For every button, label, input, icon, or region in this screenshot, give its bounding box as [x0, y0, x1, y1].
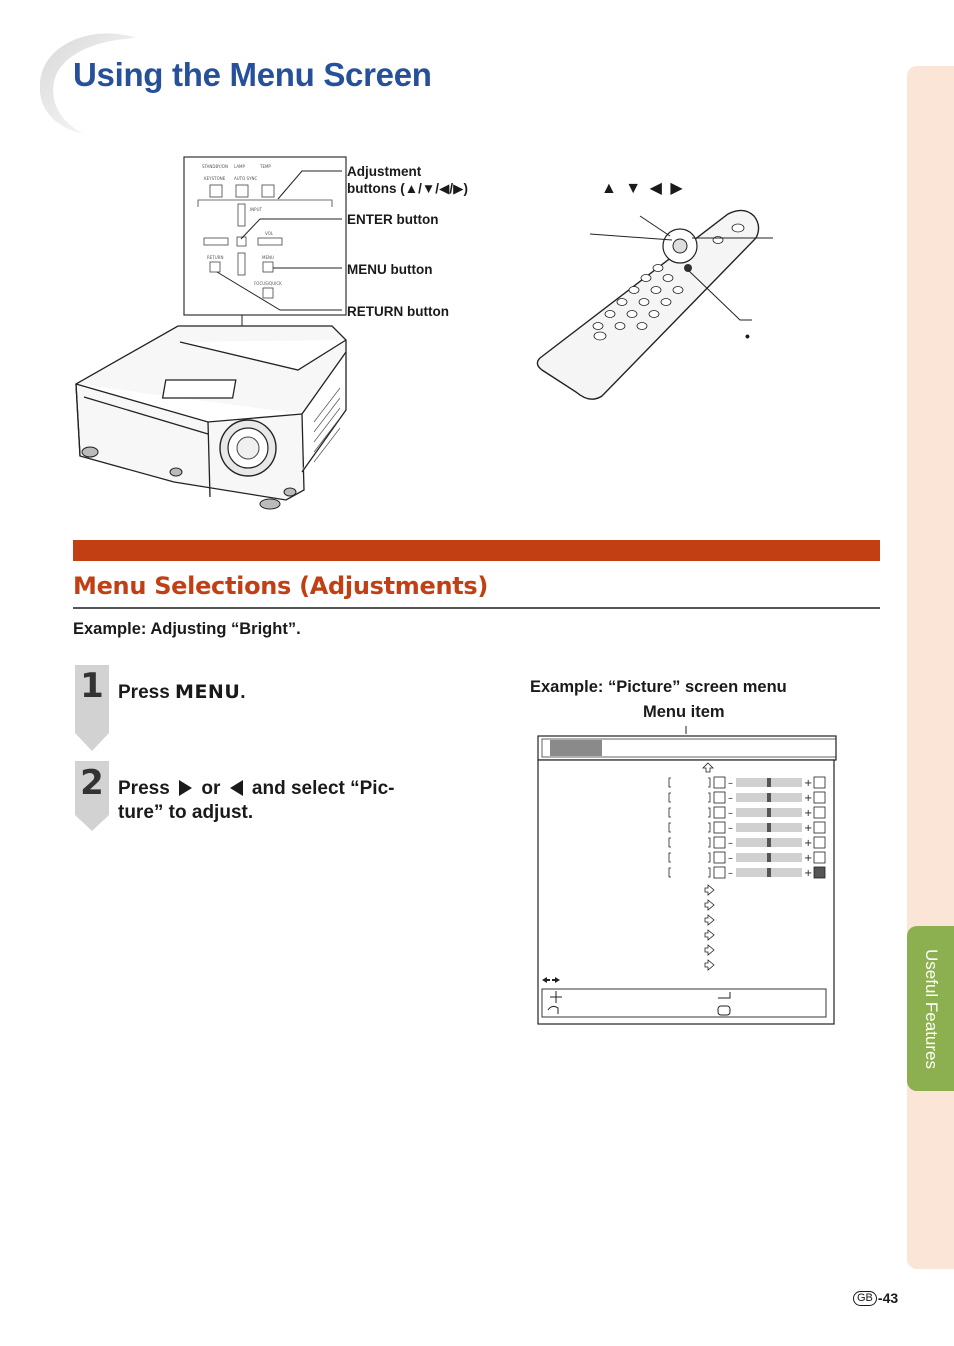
slider-knob[interactable] — [767, 838, 771, 847]
max-icon — [814, 807, 825, 818]
panel-menu-label: MENU — [262, 255, 274, 260]
panel-standby-label: STANDBY/ON — [202, 164, 228, 169]
max-icon — [814, 852, 825, 863]
max-icon — [814, 867, 825, 878]
menu-button-label: MENU button — [347, 262, 433, 277]
menu-tab-picture[interactable] — [550, 740, 602, 756]
return-button-label: RETURN button — [347, 304, 449, 319]
minus-sign: – — [728, 793, 733, 804]
min-icon — [714, 792, 725, 803]
plus-sign: + — [804, 853, 813, 864]
step-1-text — [118, 680, 246, 705]
section-color-bar — [73, 540, 880, 561]
step-1-menu-key: MENU — [175, 681, 241, 703]
menu-key-icon — [718, 1006, 730, 1015]
panel-return-label: RETURN — [207, 255, 224, 260]
step-1-prefix: Press — [118, 682, 176, 703]
minus-sign: – — [728, 778, 733, 789]
max-icon — [814, 822, 825, 833]
max-icon — [814, 792, 825, 803]
max-icon — [814, 777, 825, 788]
step-2-number: 2 — [80, 763, 104, 803]
min-icon — [714, 852, 725, 863]
panel-input-label: INPUT — [250, 207, 262, 212]
slider-knob[interactable] — [767, 853, 771, 862]
slider-knob[interactable] — [767, 808, 771, 817]
min-icon — [714, 837, 725, 848]
plus-sign: + — [804, 823, 813, 834]
panel-vol-label: VOL — [265, 231, 274, 236]
panel-freeze-label: FOCUS/QUICK — [254, 281, 282, 286]
side-tab-label: Useful Features — [922, 948, 941, 1069]
section-rule — [73, 607, 880, 609]
page-title: Using the Menu Screen — [73, 56, 432, 93]
plus-sign: + — [804, 868, 813, 879]
left-arrow-icon — [230, 780, 243, 796]
panel-temp-label: TEMP — [260, 164, 271, 169]
section-title: Menu Selections (Adjustments) — [73, 572, 489, 600]
minus-sign: – — [728, 808, 733, 819]
panel-autosync-label: AUTO SYNC — [234, 176, 258, 181]
step-2-press: Press — [118, 778, 170, 799]
step-1-suffix: . — [240, 682, 246, 703]
slider-knob[interactable] — [767, 793, 771, 802]
right-arrow-icon — [179, 780, 192, 796]
plus-sign: + — [804, 778, 813, 789]
slider-knob[interactable] — [767, 868, 771, 877]
remote-bullet: • — [745, 328, 750, 344]
minus-sign: – — [728, 868, 733, 879]
panel-lamp-label: LAMP — [234, 164, 245, 169]
minus-sign: – — [728, 838, 733, 849]
step-2-line2: ture” to adjust. — [118, 802, 254, 823]
step-2-or: or — [201, 778, 221, 799]
enter-button-label: ENTER button — [347, 212, 439, 227]
step-1-number: 1 — [80, 666, 104, 706]
min-icon — [714, 822, 725, 833]
menu-guide-box — [542, 989, 826, 1017]
min-icon — [714, 807, 725, 818]
minus-sign: – — [728, 823, 733, 834]
gb-badge: GB — [853, 1291, 877, 1306]
page-number — [853, 1290, 898, 1306]
menu-example-caption: Example: “Picture” screen menu — [530, 678, 787, 696]
minus-sign: – — [728, 853, 733, 864]
step-2-text — [118, 777, 394, 825]
adjustment-buttons-sub-label: buttons (▲/▼/◀/▶) — [347, 181, 468, 196]
min-icon — [714, 777, 725, 788]
plus-sign: + — [804, 808, 813, 819]
picture-menu-screen — [530, 726, 842, 1028]
adjustment-buttons-label: Adjustment — [347, 164, 422, 179]
slider-knob[interactable] — [767, 823, 771, 832]
remote-arrows-label: ▲ ▼ ◀ ▶ — [601, 180, 685, 197]
max-icon — [814, 837, 825, 848]
step-2-rest: and select “Pic- — [251, 778, 395, 799]
plus-sign: + — [804, 793, 813, 804]
remote-control-illustration — [530, 200, 790, 405]
remote-enter-button[interactable] — [673, 239, 687, 253]
slider-knob[interactable] — [767, 778, 771, 787]
menu-item-pointer-label: Menu item — [643, 703, 725, 721]
page-number-value: -43 — [877, 1290, 899, 1306]
panel-keystone-label: KEYSTONE — [204, 176, 226, 181]
example-label: Example: Adjusting “Bright”. — [73, 620, 301, 638]
plus-sign: + — [804, 838, 813, 849]
projector-illustration — [70, 152, 490, 517]
min-icon — [714, 867, 725, 878]
